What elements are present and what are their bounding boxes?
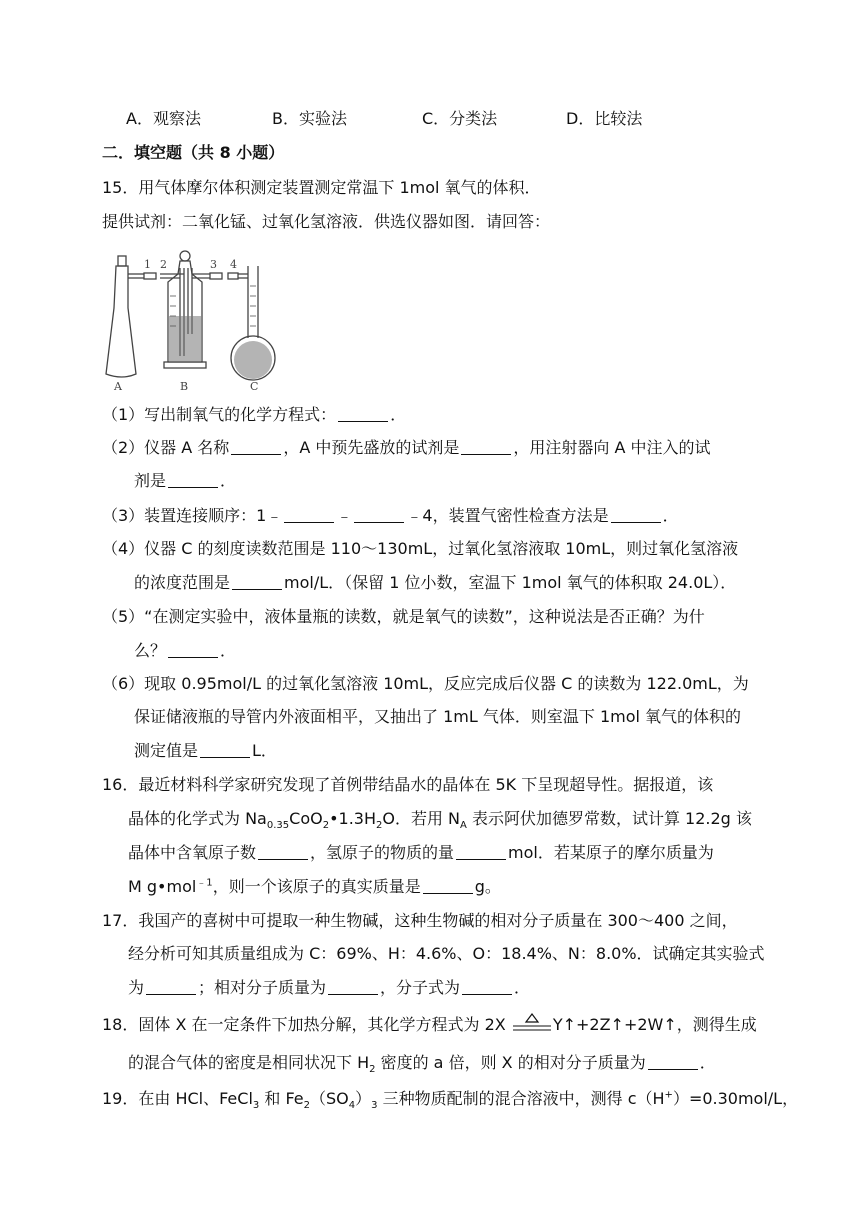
figure-label-2: 2	[160, 258, 167, 271]
option-d: D．比较法	[566, 109, 643, 128]
q15-part2-line2: 剂是 ．	[134, 471, 237, 490]
q15-part6-line1: （6）现取 0.95mol/L 的过氧化氢溶液 10mL，反应完成后仪器 C 的读数为 122.0mL，为	[102, 674, 749, 693]
answer-blank[interactable]	[258, 843, 308, 860]
apparatus-figure	[100, 246, 280, 392]
figure-label-3: 3	[210, 258, 217, 271]
q16-line1: 16．最近材料科学家研究发现了首例带结晶水的晶体在 5K 下呈现超导性。据报道，该	[102, 775, 714, 794]
q15-part1: （1）写出制氧气的化学方程式： ．	[102, 405, 407, 424]
q15-part6-line3: 测定值是 L．	[134, 741, 277, 760]
answer-blank[interactable]	[611, 506, 661, 523]
q15-part5-line2: 么？ ．	[134, 641, 237, 660]
answer-blank[interactable]	[168, 641, 218, 658]
answer-blank[interactable]	[284, 506, 334, 523]
answer-blank[interactable]	[231, 438, 281, 455]
q17-line3: 为 ；相对分子质量为 ，分子式为 ．	[128, 978, 531, 997]
q15-part6-line2: 保证储液瓶的导管内外液面相平，又抽出了 1mL 气体．则室温下 1mol 氧气的体积的	[134, 707, 742, 726]
q15-stem: 15．用气体摩尔体积测定装置测定常温下 1mol 氧气的体积．	[102, 178, 541, 197]
answer-blank[interactable]	[354, 506, 404, 523]
q18-line2: 的混合气体的密度是相同状况下 $H_2$ 密度的 a 倍，则 X 的相对分子质量为 ．	[128, 1053, 716, 1076]
answer-blank[interactable]	[232, 573, 282, 590]
q18-line1: 18．固体 X 在一定条件下加热分解，其化学方程式为 2X Y↑+2Z↑+2W↑，测得生成	[102, 1012, 757, 1036]
figure-label-c: C	[250, 380, 259, 392]
answer-blank[interactable]	[168, 471, 218, 488]
q16-line4: M g•mol$^{﹣1}$，则一个该原子的真实质量是 g。	[128, 877, 501, 896]
q15-part3: （3）装置连接顺序：1﹣ ﹣ ﹣4，装置气密性检查方法是 ．	[102, 506, 679, 525]
q15-part4-line1: （4）仪器 C 的刻度读数范围是 110～130mL，过氧化氢溶液取 10mL，则过氧化氢溶液	[102, 539, 739, 558]
answer-blank[interactable]	[200, 741, 250, 758]
q16-line3: 晶体中含氧原子数 ，氢原子的物质的量 mol．若某原子的摩尔质量为	[128, 843, 714, 862]
option-b: B．实验法	[272, 109, 347, 128]
q15-part2-line1: （2）仪器 A 名称 ，A 中预先盛放的试剂是 ，用注射器向 A 中注入的试	[102, 438, 711, 457]
answer-blank[interactable]	[338, 405, 388, 422]
answer-blank[interactable]	[328, 978, 378, 995]
q17-line1: 17．我国产的喜树中可提取一种生物碱，这种生物碱的相对分子质量在 300～400 之间，	[102, 911, 738, 930]
figure-label-4: 4	[230, 258, 237, 271]
figure-label-1: 1	[144, 258, 151, 271]
q16-line2: 晶体的化学式为 $Na_{0.35}CoO_2•1.3H_2O$．若用 $N_A$ 表示阿伏加德罗常数，试计算 12.2g 该	[128, 809, 752, 832]
figure-label-b: B	[180, 380, 189, 392]
answer-blank[interactable]	[146, 978, 196, 995]
answer-blank[interactable]	[423, 877, 473, 894]
option-a: A．观察法	[126, 109, 201, 128]
q15-reagents: 提供试剂：二氧化锰、过氧化氢溶液．供选仪器如图．请回答：	[102, 212, 551, 231]
q15-part4-line2: 的浓度范围是 mol/L．（保留 1 位小数，室温下 1mol 氧气的体积取 24.0L）．	[134, 573, 737, 592]
answer-blank[interactable]	[462, 978, 512, 995]
answer-blank[interactable]	[648, 1053, 698, 1070]
section-heading: 二．填空题（共 8 小题）	[102, 143, 285, 162]
heating-equals-icon	[511, 1012, 553, 1034]
answer-blank[interactable]	[456, 843, 506, 860]
figure-label-a: A	[114, 380, 122, 392]
q19-line1: 19．在由 HCl、FeCl$_3$ 和 $Fe_2(SO_4)_3$ 三种物质配制的混合溶液中，测得 c（H+）=0.30mol/L，	[102, 1089, 799, 1112]
q17-line2: 经分析可知其质量组成为 C：69%、H：4.6%、O：18.4%、N：8.0%．试确定其实验式	[128, 944, 765, 963]
q15-part5-line1: （5）“在测定实验中，液体量瓶的读数，就是氧气的读数”，这种说法是否正确？为什	[102, 607, 705, 626]
option-c: C．分类法	[422, 109, 498, 128]
answer-blank[interactable]	[461, 438, 511, 455]
